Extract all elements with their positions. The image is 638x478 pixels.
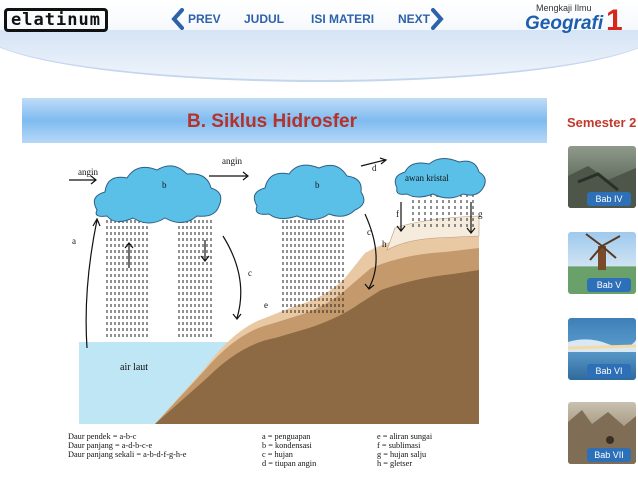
label-d: d xyxy=(372,163,377,173)
legend-item: Daur panjang sekali = a-b-d-f-g-h-e xyxy=(68,450,187,459)
sidebar-item-bab-iv[interactable] xyxy=(568,146,636,208)
label-f: f xyxy=(396,209,399,219)
cloud-middle xyxy=(254,165,364,219)
label-b1: b xyxy=(162,180,167,190)
sidebar-item-label: Bab VI xyxy=(587,364,631,378)
legend-col-cycles xyxy=(68,432,186,459)
label-angin-top: angin xyxy=(222,156,242,166)
legend-item: b = kondensasi xyxy=(262,441,312,450)
chevron-left-icon[interactable] xyxy=(170,8,184,30)
page-title: B. Siklus Hidrosfer xyxy=(187,111,357,132)
isi-materi-button[interactable]: ISI MATERI xyxy=(311,12,375,26)
legend-item: h = gletser xyxy=(377,459,413,468)
sidebar-item-label: Bab VII xyxy=(587,448,631,462)
label-b2: b xyxy=(315,180,320,190)
subject-title: Geografi xyxy=(525,13,604,34)
legend-item: a = penguapan xyxy=(262,432,311,441)
cloud-left xyxy=(94,166,220,223)
logo-text: elatinum xyxy=(4,8,108,32)
label-c2: c xyxy=(367,227,371,237)
legend-item: g = hujan salju xyxy=(377,450,427,459)
legend-item: Daur panjang = a-d-b-c-e xyxy=(68,441,153,450)
legend-item: c = hujan xyxy=(262,450,293,459)
prev-button[interactable]: PREV xyxy=(188,12,221,26)
legend-item: e = aliran sungai xyxy=(377,432,433,441)
sidebar-item-label: Bab V xyxy=(587,278,631,292)
legend-col-processes-1 xyxy=(262,432,316,468)
label-awan-kristal: awan kristal xyxy=(405,173,449,183)
legend-item: f = sublimasi xyxy=(377,441,421,450)
label-air-laut: air laut xyxy=(120,362,149,373)
sidebar-item-label: Bab IV xyxy=(587,192,631,206)
sidebar-item-bab-v[interactable] xyxy=(568,232,636,294)
label-angin-left: angin xyxy=(78,167,98,177)
chevron-right-icon[interactable] xyxy=(431,8,445,30)
hydrosphere-cycle-diagram xyxy=(65,148,500,430)
logo xyxy=(4,7,116,33)
next-button[interactable]: NEXT xyxy=(398,12,431,26)
legend-item: d = tiupan angin xyxy=(262,459,317,468)
grade-number: 1 xyxy=(606,4,623,37)
sidebar-item-bab-vii[interactable] xyxy=(568,402,636,464)
legend-item: Daur pendek = a-b-c xyxy=(68,432,137,441)
label-a: a xyxy=(72,236,76,246)
judul-button[interactable]: JUDUL xyxy=(244,12,285,26)
label-e: e xyxy=(264,300,268,310)
semester-label: Semester 2 xyxy=(567,115,637,130)
header-subtitle: Mengkaji Ilmu xyxy=(536,3,592,13)
sidebar-item-bab-vi[interactable] xyxy=(568,318,636,380)
label-g: g xyxy=(478,209,483,219)
header-arc-decoration xyxy=(0,30,638,82)
label-c1: c xyxy=(248,268,252,278)
label-h: h xyxy=(382,239,387,249)
legend-col-processes-2 xyxy=(377,432,432,468)
